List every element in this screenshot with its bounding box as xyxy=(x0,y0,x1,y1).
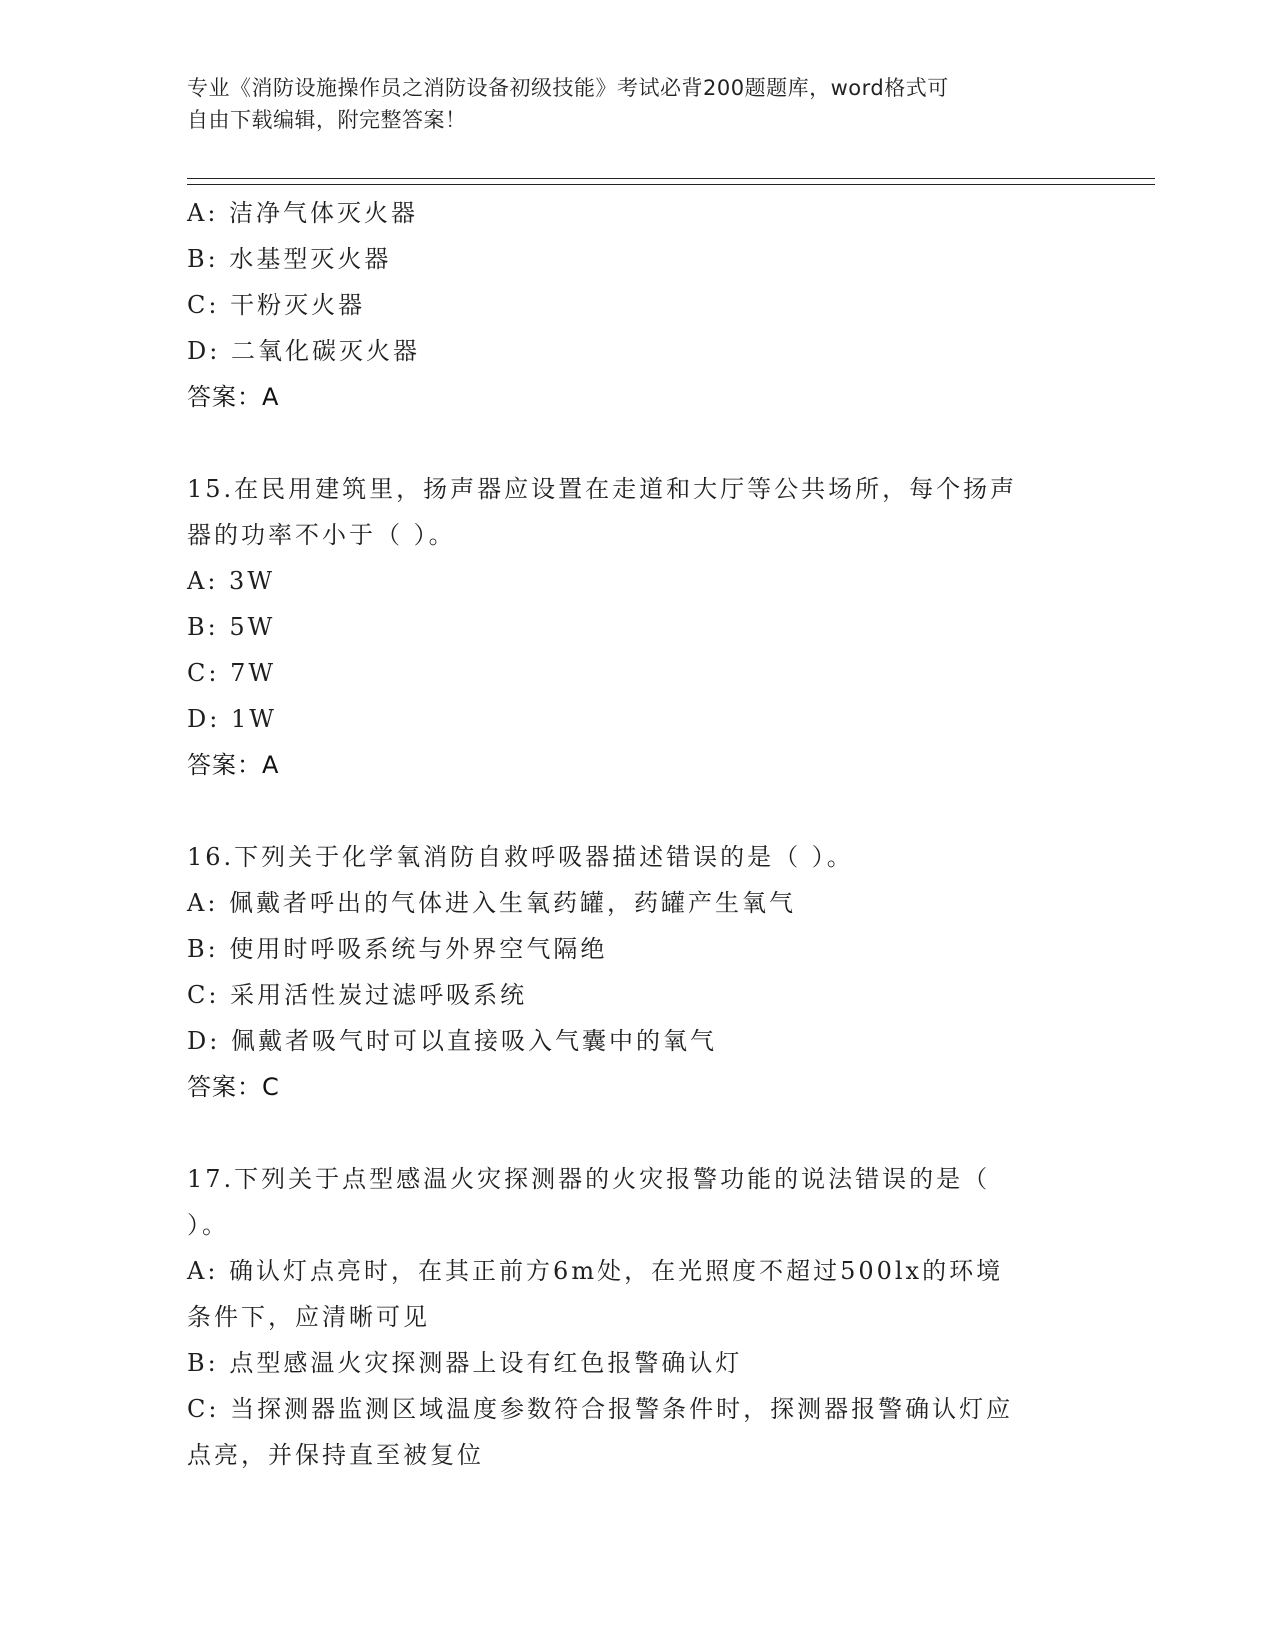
question-stem-line-1: 17.下列关于点型感温火灾探测器的火灾报警功能的说法错误的是（ xyxy=(187,1165,991,1193)
option-c-line-1: C: 当探测器监测区域温度参数符合报警条件时，探测器报警确认灯应 xyxy=(187,1395,1014,1423)
header-title-line-1: 专业《消防设施操作员之消防设备初级技能》考试必背200题题库，word格式可 xyxy=(187,76,949,100)
option-a-line-2: 条件下，应清晰可见 xyxy=(187,1303,430,1331)
question-stem-line-2: ）。 xyxy=(187,1211,229,1239)
document-header xyxy=(187,72,1087,136)
question-14-continued xyxy=(187,190,1087,420)
question-16 xyxy=(187,834,1087,1110)
spacer xyxy=(187,1110,1087,1156)
option-d: D: 佩戴者吸气时可以直接吸入气囊中的氧气 xyxy=(187,1027,717,1055)
option-a: A: 佩戴者呼出的气体进入生氧药罐，药罐产生氧气 xyxy=(187,889,797,917)
option-b: B: 使用时呼吸系统与外界空气隔绝 xyxy=(187,935,608,963)
header-divider xyxy=(187,178,1155,185)
question-17 xyxy=(187,1156,1087,1478)
option-c: C: 采用活性炭过滤呼吸系统 xyxy=(187,981,528,1009)
option-a-line-1: A: 确认灯点亮时，在其正前方6m处，在光照度不超过500lx的环境 xyxy=(187,1257,1004,1285)
question-stem: 16.下列关于化学氧消防自救呼吸器描述错误的是（ ）。 xyxy=(187,843,854,871)
document-body xyxy=(187,190,1087,1478)
question-stem-line-1: 15.在民用建筑里，扬声器应设置在走道和大厅等公共场所，每个扬声 xyxy=(187,475,1018,503)
header-title-line-2: 自由下载编辑，附完整答案！ xyxy=(187,108,467,132)
spacer xyxy=(187,788,1087,834)
option-c: C: 干粉灭火器 xyxy=(187,291,366,319)
option-b: B: 水基型灭火器 xyxy=(187,245,392,273)
option-b: B: 5W xyxy=(187,613,276,641)
option-c-line-2: 点亮，并保持直至被复位 xyxy=(187,1441,484,1469)
spacer xyxy=(187,420,1087,466)
answer-line: 答案：A xyxy=(187,383,280,411)
question-15 xyxy=(187,466,1087,788)
option-a: A: 3W xyxy=(187,567,275,595)
option-d: D: 1W xyxy=(187,705,277,733)
option-d: D: 二氧化碳灭火器 xyxy=(187,337,420,365)
option-c: C: 7W xyxy=(187,659,277,687)
question-stem-line-2: 器的功率不小于（ ）。 xyxy=(187,521,456,549)
answer-line: 答案：A xyxy=(187,751,280,779)
option-a: A: 洁净气体灭火器 xyxy=(187,199,419,227)
option-b: B: 点型感温火灾探测器上设有红色报警确认灯 xyxy=(187,1349,743,1377)
answer-line: 答案：C xyxy=(187,1073,280,1101)
